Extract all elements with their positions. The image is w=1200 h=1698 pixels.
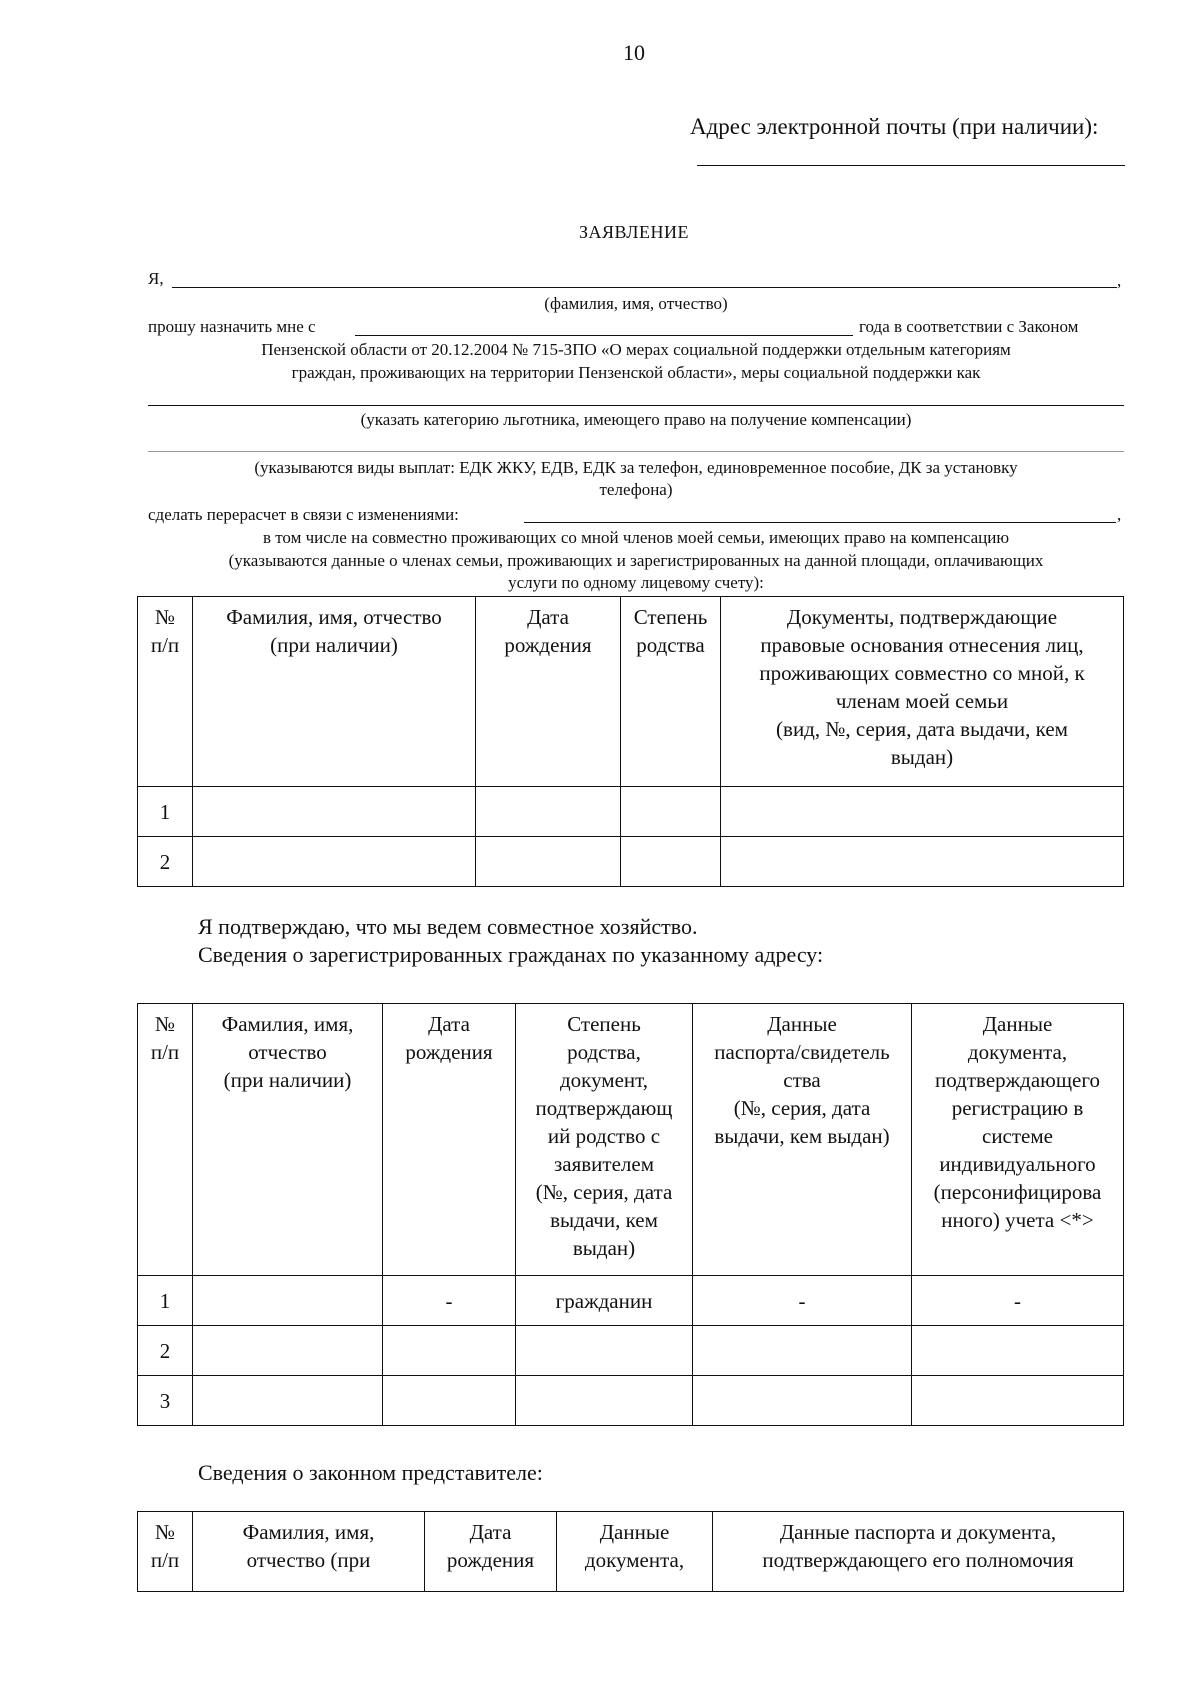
table-cell[interactable] [516, 1326, 693, 1376]
registered-citizens-table [137, 1003, 1124, 1426]
column-header: Фамилия, имя, отчество (при [193, 1512, 425, 1592]
column-header: Фамилия, имя, отчество (при наличии) [193, 597, 476, 787]
table-cell[interactable] [912, 1376, 1124, 1426]
table-cell[interactable] [912, 1326, 1124, 1376]
table-row [138, 1376, 1124, 1426]
table-cell[interactable]: - [383, 1276, 516, 1326]
column-header: Фамилия, имя, отчество (при наличии) [193, 1004, 383, 1276]
request-suffix: года в соответствии с Законом [859, 317, 1079, 336]
table-cell[interactable]: - [693, 1276, 912, 1326]
table-cell[interactable] [193, 1326, 383, 1376]
email-input-line[interactable] [697, 165, 1125, 166]
applicant-suffix: , [1117, 271, 1122, 290]
email-label: Адрес электронной почты (при наличии): [690, 114, 1099, 139]
family-line: в том числе на совместно проживающих со мной членов моей семьи, имеющих право на компенсацию [262, 528, 1010, 547]
table-row [138, 1276, 1124, 1326]
table-cell[interactable] [721, 787, 1124, 837]
page-number: 10 [623, 40, 645, 65]
table-cell[interactable] [383, 1376, 516, 1426]
applicant-caption: (фамилия, имя, отчество) [544, 294, 728, 313]
table-row [138, 1326, 1124, 1376]
payments-caption-2: телефона) [599, 480, 673, 499]
column-header: Данные паспорта и документа, подтверждающего его полномочия [713, 1512, 1124, 1592]
table-cell[interactable] [193, 1276, 383, 1326]
table-cell[interactable] [476, 837, 621, 887]
family-note: (указываются данные о членах семьи, проживающих и зарегистрированных на данной площади, оплачивающих [228, 551, 1044, 570]
column-header: Данные документа, подтверждающего регистрацию в системе индивидуального (персонифицирова нного) учета <*> [912, 1004, 1124, 1276]
column-header: Данные паспорта/свидетель ства (№, серия, дата выдачи, кем выдан) [693, 1004, 912, 1276]
table-cell[interactable]: гражданин [516, 1276, 693, 1326]
column-header: Дата рождения [476, 597, 621, 787]
category-caption: (указать категорию льготника, имеющего право на получение компенсации) [360, 410, 912, 429]
table-row [138, 837, 1124, 887]
applicant-name-line[interactable] [172, 287, 1117, 288]
table-cell[interactable] [476, 787, 621, 837]
payments-line[interactable] [148, 451, 1124, 452]
registered-heading: Сведения о зарегистрированных гражданах по указанному адресу: [198, 942, 824, 967]
recalc-suffix: , [1117, 505, 1122, 524]
payments-caption: (указываются виды выплат: ЕДК ЖКУ, ЕДВ, ЕДК за телефон, единовременное пособие, ДК за установку [254, 458, 1018, 477]
table-cell[interactable] [193, 1376, 383, 1426]
row-number: 3 [138, 1376, 193, 1426]
table-cell[interactable] [693, 1326, 912, 1376]
table-cell[interactable] [516, 1376, 693, 1426]
table-cell[interactable] [621, 787, 721, 837]
column-header: Степень родства, документ, подтверждающ ий родство с заявителем (№, серия, дата выдачи, кем выдан) [516, 1004, 693, 1276]
start-date-line[interactable] [355, 335, 853, 336]
recalc-line[interactable] [524, 522, 1116, 523]
table-cell[interactable]: - [912, 1276, 1124, 1326]
table-cell[interactable] [721, 837, 1124, 887]
table-header-row [138, 1004, 1124, 1276]
row-number: 2 [138, 1326, 193, 1376]
representative-table [137, 1511, 1124, 1592]
table-row [138, 787, 1124, 837]
table-cell[interactable] [383, 1326, 516, 1376]
column-header: Дата рождения [383, 1004, 516, 1276]
table-cell[interactable] [693, 1376, 912, 1426]
table-header-row [138, 1512, 1124, 1592]
row-number: 1 [138, 787, 193, 837]
confirm-text: Я подтверждаю, что мы ведем совместное хозяйство. [198, 914, 698, 939]
row-number: 1 [138, 1276, 193, 1326]
column-header: Данные документа, [557, 1512, 713, 1592]
column-header: Степень родства [621, 597, 721, 787]
column-header: № п/п [138, 1512, 193, 1592]
table-cell[interactable] [193, 787, 476, 837]
request-law-line-2: граждан, проживающих на территории Пензенской области», меры социальной поддержки как [291, 363, 981, 382]
table-header-row [138, 597, 1124, 787]
column-header: Дата рождения [425, 1512, 557, 1592]
table-cell[interactable] [193, 837, 476, 887]
column-header: Документы, подтверждающие правовые основания отнесения лиц, проживающих совместно со мной, к членам моей семьи (вид, №, серия, дата выдачи, кем выдан) [721, 597, 1124, 787]
column-header: № п/п [138, 1004, 193, 1276]
representative-heading: Сведения о законном представителе: [198, 1460, 543, 1485]
column-header: № п/п [138, 597, 193, 787]
request-law-line: Пензенской области от 20.12.2004 № 715-ЗПО «О мерах социальной поддержки отдельным категориям [261, 340, 1011, 359]
table-cell[interactable] [621, 837, 721, 887]
request-prefix: прошу назначить мне с [148, 317, 316, 336]
family-note-2: услуги по одному лицевому счету): [508, 573, 764, 592]
applicant-prefix: Я, [148, 269, 164, 288]
document-title: ЗАЯВЛЕНИЕ [578, 222, 690, 242]
category-line[interactable] [148, 405, 1124, 406]
family-members-table [137, 596, 1124, 887]
recalc-prefix: сделать перерасчет в связи с изменениями: [148, 505, 459, 524]
row-number: 2 [138, 837, 193, 887]
